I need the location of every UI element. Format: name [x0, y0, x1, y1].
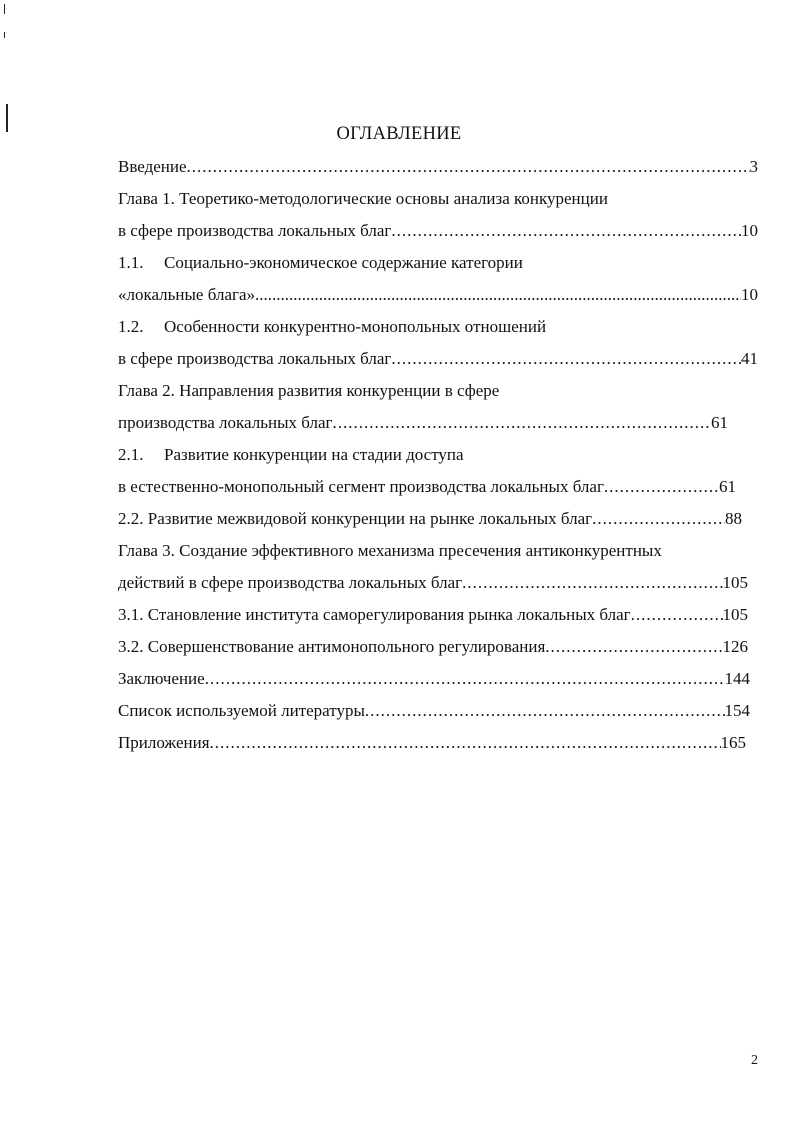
toc-entry[interactable]	[118, 439, 758, 471]
toc-entry-text: в сфере производства локальных благ	[118, 349, 392, 368]
toc-leader-dots	[631, 599, 723, 631]
toc-entry[interactable]	[118, 151, 758, 183]
toc-entry-page: 10	[741, 285, 758, 304]
toc-entry-page: 88	[725, 509, 742, 528]
toc-entry-page: 126	[722, 637, 748, 656]
toc-entry-page: 61	[719, 477, 736, 496]
toc-entry-page: 165	[720, 733, 746, 752]
toc-entry-text: Глава 1. Теоретико-методологические основы анализа конкуренции	[118, 189, 608, 208]
toc-leader-dots	[592, 503, 725, 535]
toc-entry[interactable]	[118, 215, 758, 247]
toc-leader-dots	[391, 343, 741, 375]
toc-entry-text: в естественно-монопольный сегмент производства локальных благ	[118, 477, 604, 496]
toc-entry-number: 1.2.	[118, 317, 144, 336]
toc-entry-page: 61	[711, 413, 728, 432]
toc-entry[interactable]	[118, 247, 758, 279]
toc-entry-page: 41	[741, 349, 758, 368]
scan-mark	[4, 4, 5, 14]
toc-entry-text: «локальные блага»	[118, 285, 256, 304]
toc-entry-text: Развитие конкуренции на стадии доступа	[164, 445, 464, 464]
toc-leader-dots	[545, 631, 722, 663]
toc-entry-page: 10	[741, 221, 758, 240]
table-of-contents	[118, 151, 758, 759]
toc-entry[interactable]	[118, 727, 746, 759]
toc-leader-dots	[187, 151, 750, 183]
toc-entry-text: Глава 2. Направления развития конкуренции в сфере	[118, 381, 500, 400]
toc-entry-text: Глава 3. Создание эффективного механизма пресечения антиконкурентных	[118, 541, 662, 560]
toc-leader-dots	[391, 215, 741, 247]
toc-entry-page: 144	[724, 669, 750, 688]
toc-entry[interactable]	[118, 535, 758, 567]
toc-entry[interactable]	[118, 631, 748, 663]
page-title: ОГЛАВЛЕНИЕ	[336, 124, 462, 144]
toc-entry[interactable]	[118, 503, 742, 535]
toc-entry[interactable]	[118, 471, 736, 503]
toc-entry[interactable]	[118, 663, 750, 695]
toc-entry[interactable]	[118, 311, 758, 343]
toc-leader-dots	[365, 695, 725, 727]
toc-leader-dots	[332, 407, 711, 439]
toc-entry[interactable]	[118, 375, 758, 407]
toc-entry[interactable]	[118, 183, 758, 215]
toc-entry-text: Заключение	[118, 669, 205, 688]
toc-leader-dots	[205, 663, 725, 695]
scan-mark	[4, 32, 5, 38]
toc-entry-text: Введение	[118, 157, 187, 176]
toc-entry[interactable]	[118, 407, 728, 439]
toc-entry-text: Социально-экономическое содержание категории	[164, 253, 523, 272]
toc-leader-dots	[255, 279, 741, 311]
toc-entry-page: 3	[749, 157, 758, 176]
toc-entry-number: 2.1.	[118, 445, 144, 464]
toc-entry-text: 3.1. Становление института саморегулирования рынка локальных благ	[118, 605, 631, 624]
toc-leader-dots	[604, 471, 719, 503]
toc-entry-page: 105	[722, 573, 748, 592]
page-number: 2	[751, 1053, 758, 1068]
toc-entry-text: производства локальных благ	[118, 413, 333, 432]
toc-entry-text: Приложения	[118, 733, 210, 752]
toc-entry-text: Список используемой литературы	[118, 701, 365, 720]
toc-entry-page: 105	[722, 605, 748, 624]
toc-leader-dots	[462, 567, 722, 599]
toc-entry-text: действий в сфере производства локальных благ	[118, 573, 463, 592]
toc-entry[interactable]	[118, 343, 758, 375]
toc-entry-text: 2.2. Развитие межвидовой конкуренции на рынке локальных благ	[118, 509, 593, 528]
toc-entry-text: Особенности конкурентно-монопольных отношений	[164, 317, 547, 336]
toc-entry-page: 154	[724, 701, 750, 720]
toc-entry[interactable]	[118, 567, 748, 599]
toc-entry-number: 1.1.	[118, 253, 144, 272]
toc-entry[interactable]	[118, 599, 748, 631]
toc-entry[interactable]	[118, 279, 758, 311]
toc-entry[interactable]	[118, 695, 750, 727]
toc-entry-text: 3.2. Совершенствование антимонопольного регулирования	[118, 637, 546, 656]
toc-leader-dots	[210, 727, 721, 759]
toc-entry-text: в сфере производства локальных благ	[118, 221, 392, 240]
